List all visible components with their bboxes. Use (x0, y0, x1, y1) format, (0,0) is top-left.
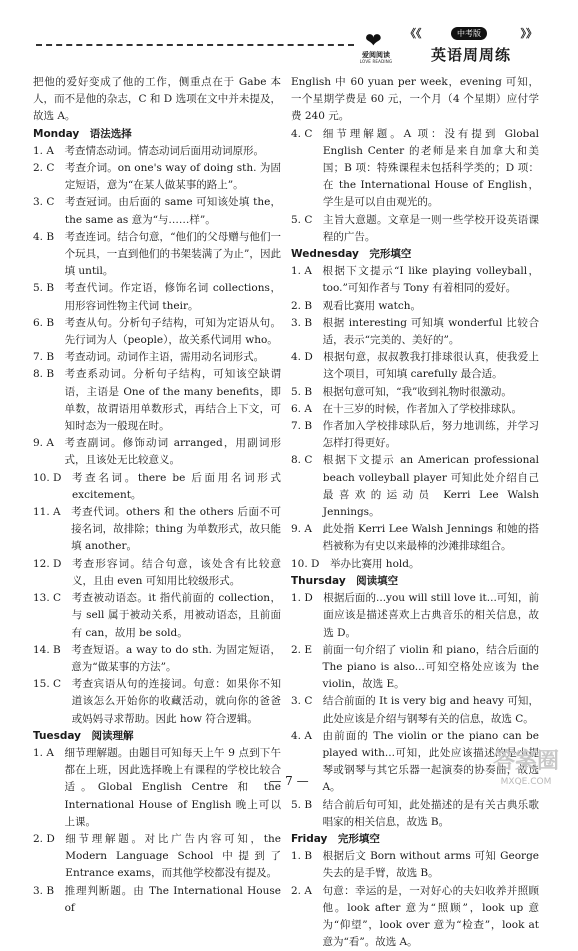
answer-number: 4. B (33, 230, 65, 243)
answer-explanation: 推理判断题。由 The International House of (64, 884, 281, 914)
answer-number: 4. D (291, 351, 324, 364)
answer-explanation: 根据句意，叔叔教我打排球很认真，使我爱上这个项目，可知填 carefully 最合适。 (323, 351, 539, 381)
answer-item (33, 883, 281, 917)
chevron-left-icon: 《《 (405, 27, 422, 40)
answer-explanation: 考查短语。a way to do sth. 为固定短语，意为“做某事的方法”。 (71, 643, 281, 673)
answer-item (291, 521, 539, 555)
answer-number: 2. E (291, 643, 323, 656)
answer-item (291, 315, 539, 349)
answer-explanation: 考查被动语态。it 指代前面的 collection，与 sell 属于被动关系，用被动语态，且前面有 can，故用 be sold。 (71, 592, 281, 639)
tuesday-list (33, 745, 281, 917)
edition-badge: 中考版 (451, 27, 487, 40)
answer-explanation: 根据后文 Born without arms 可知 George 失去的是手臂，故选 B。 (322, 850, 539, 880)
answer-number: 6. B (33, 316, 65, 329)
header-dashed-line (36, 44, 354, 46)
answer-explanation: 考查从句。分析句子结构，可知为定语从句。先行词为人（people），故关系代词用 who。 (64, 316, 281, 347)
answer-explanation: 考查代词。others 和 the others 后面不可接名词，故排除；thing 为单数形式，故只能填 another。 (71, 506, 281, 553)
answer-item (33, 676, 281, 728)
heart-book-icon: ❤ (365, 28, 382, 52)
answer-item (291, 452, 539, 521)
answer-item (33, 504, 281, 556)
logo-chinese-text: 爱阅阅读 (362, 51, 390, 59)
answer-number: 9. A (33, 437, 65, 450)
answer-explanation: 结合前后句可知，此处描述的是有关古典乐歌唱家的相关信息，故选 B。 (322, 798, 539, 828)
page-header (0, 0, 578, 72)
answer-item (33, 556, 281, 590)
answer-number: 7. B (33, 351, 65, 364)
answer-explanation: 根据下文提示“I like playing volleyball，too.”可知作者与 Tony 有着相同的爱好。 (322, 265, 539, 295)
answer-number: 11. A (33, 506, 72, 519)
answer-number: 12. D (33, 557, 72, 570)
answer-explanation: 此处指 Kerri Lee Walsh Jennings 和她的搭档被称为有史以来最棒的沙滩排球组合。 (322, 523, 539, 553)
answer-explanation: 细节理解题。A 项：没有提到 Global English Center 的老师是来自加拿大和美国；B 项：特殊课程未包括科学类的；D 项：在 the International House of English，学生是可以自由观光的。 (322, 127, 539, 209)
answer-explanation: 前面一句介绍了 violin 和 piano，结合后面的 The piano is also...可知空格处应该为 the violin，故选 E。 (322, 643, 539, 691)
answer-item (33, 280, 281, 314)
answer-number: 15. C (33, 678, 72, 691)
answer-number: 5. C (291, 213, 323, 226)
answer-item (291, 263, 539, 297)
answer-explanation: 作者加入学校排球队后，努力地训练，并学习怎样打得更好。 (322, 420, 539, 450)
answer-item (33, 470, 281, 504)
intro-paragraph: 把他的爱好变成了他的工作，侧重点在于 Gabe 本人，而不是他的杂志，C 和 D 选项在文中并未提及，故选 A。 (33, 76, 281, 123)
answer-item (291, 590, 539, 642)
answer-item (291, 418, 539, 452)
answer-explanation: 细节理解题。由题目可知每天上午 9 点到下午都在上班，因此选择晚上有课程的学校比较合适。Global English Centre 和 the International House of English 晚上可以上课。 (64, 746, 281, 828)
answer-number: 2. A (291, 884, 323, 897)
answer-number: 1. A (33, 746, 65, 759)
answer-item (291, 797, 539, 831)
answer-number: 5. B (291, 385, 323, 398)
answer-number: 1. A (291, 265, 323, 278)
answer-item (33, 315, 281, 349)
answer-explanation: 考查介词。on one's way of doing sth. 为固定短语，意为“在某人做某事的路上”。 (64, 162, 281, 192)
answer-number: 1. D (291, 592, 324, 605)
answer-item (33, 349, 281, 366)
answer-explanation: 考查副词。修饰动词 arranged，用副词形式，且该处无比较意义。 (64, 437, 281, 467)
answer-explanation: 考查连词。结合句意，“他们的父母赠与他们一个玩具，一直到他们的书架装满了为止”，因此填 until。 (64, 230, 281, 278)
chevron-right-icon: 》》 (520, 27, 537, 40)
answer-number: 14. B (33, 643, 72, 656)
book-title: 英语周周练 (430, 46, 511, 64)
answer-number: 10. D (291, 557, 330, 570)
answer-number: 9. A (291, 523, 323, 536)
answer-explanation: 考查冠词。由后面的 same 可知该处填 the，the same as 意为“与……样”。 (64, 196, 281, 226)
answer-item (291, 556, 539, 573)
answer-explanation: 观看比赛用 watch。 (322, 299, 422, 312)
answer-number: 2. D (33, 832, 66, 845)
answer-number: 6. A (291, 402, 323, 415)
answer-number: 5. B (291, 798, 323, 811)
answer-number: 10. D (33, 471, 72, 484)
answer-explanation: 细节理解题。对比广告内容可知，the Modern Language School 中提到了 Entrance exams，而其他学校都没有提及。 (65, 832, 281, 880)
answer-item (291, 401, 539, 418)
answer-item (291, 883, 539, 951)
page-number: — 7 — (269, 774, 309, 788)
right-column (291, 74, 539, 951)
answer-item (291, 126, 539, 212)
answer-explanation: 考查形容词。结合句意，该处含有比较意义，且由 even 可知用比较级形式。 (71, 557, 281, 587)
site-watermark (478, 748, 574, 796)
answer-explanation: 在十三岁的时候，作者加入了学校排球队。 (322, 402, 522, 415)
answer-item (33, 366, 281, 435)
left-column (33, 74, 281, 917)
section-heading-thursday: Thursday 阅读填空 (291, 574, 399, 587)
answer-item (291, 693, 539, 727)
answer-number: 5. B (33, 282, 65, 295)
answer-number: 3. C (33, 196, 65, 209)
friday-list (291, 848, 539, 951)
answer-item (291, 349, 539, 383)
answer-explanation: 结合前面的 It is very big and heavy 可知，此处应该是介绍与钢琴有关的信息，故选 C。 (322, 695, 539, 725)
publisher-logo (355, 28, 397, 66)
answer-explanation: 考查动词。动词作主语，需用动名词形式。 (64, 351, 265, 364)
answer-explanation: 考查系动词。分析句子结构，可知该空缺谓语，主语是 One of the many benefits，即单数，故谓语用单数形式，再结合上下文，可知时态为一般现在时。 (64, 368, 281, 433)
answer-item (33, 160, 281, 194)
answer-number: 1. B (291, 850, 323, 863)
answer-number: 4. A (291, 729, 323, 742)
watermark-logo-text: 答案圈 (492, 749, 559, 774)
answer-explanation: 根据句意可知，“我”收到礼物时很激动。 (322, 385, 512, 398)
answer-item (33, 435, 281, 469)
answer-explanation: 根据 interesting 可知填 wonderful 比较合适，表示“完美的、美好的”。 (322, 316, 539, 347)
answer-number: 2. B (291, 299, 323, 312)
answer-explanation: 考查代词。作定语，修饰名词 collections，用形容词性物主代词 their。 (64, 282, 281, 312)
answer-item (291, 848, 539, 882)
answer-number: 3. B (33, 884, 65, 897)
answer-number: 3. C (291, 695, 323, 708)
answer-number: 13. C (33, 592, 72, 605)
edition-bar (405, 26, 537, 42)
answer-number: 8. B (33, 368, 65, 381)
wednesday-list (291, 263, 539, 573)
answer-item (291, 384, 539, 401)
answer-item (291, 298, 539, 315)
answer-explanation: 考查名词。there be 后面用名词形式 excitement。 (71, 471, 281, 501)
answer-number: 2. C (33, 162, 65, 175)
answer-explanation: 考查宾语从句的连接词。句意：如果你不知道该怎么开始你的收藏活动，就向你的爸爸或妈妈寻求帮助。因此 how 符合逻辑。 (71, 678, 281, 725)
answer-item (33, 143, 281, 160)
answer-number: 4. C (291, 127, 323, 140)
answer-item (291, 642, 539, 694)
section-heading-wednesday: Wednesday 完形填空 (291, 248, 412, 261)
section-heading-monday: Monday 语法选择 (33, 127, 132, 140)
answer-explanation: 考查情态动词。情态动词后面用动词原形。 (64, 144, 264, 157)
answer-explanation: 句意：幸运的是，一对好心的夫妇收养并照顾他。look after 意为“照顾”，look up 意为“仰望”，look over 意为“检查”，look at 意为“看”。故选 A。 (322, 884, 539, 949)
answer-explanation: 根据后面的...you will still love it...可知，前面应该是描述喜欢上古典音乐的相关信息，故选 D。 (323, 592, 539, 639)
section-heading-tuesday: Tuesday 阅读理解 (33, 729, 134, 742)
intro-paragraph: English 中 60 yuan per week，evening 可知，一个星期学费是 60 元，一个月（4 个星期）应付学费 240 元。 (291, 76, 539, 123)
answer-item (33, 831, 281, 883)
answer-number: 8. C (291, 454, 323, 467)
answer-explanation: 由前面的 The violin or the piano can be played with...可知，此处应该描述的是小提琴或钢琴与其它乐器一起演奏的协奏曲，故选 A。 (322, 729, 539, 794)
logo-english-text: LOVE READING (359, 59, 393, 64)
section-heading-friday: Friday 完形填空 (291, 832, 380, 845)
answer-item (33, 642, 281, 676)
watermark-url: MXQE.COM (500, 777, 552, 787)
answer-item (33, 229, 281, 281)
answer-number: 7. B (291, 420, 323, 433)
answer-item (33, 194, 281, 228)
answer-item (291, 212, 539, 246)
answer-explanation: 根据下文提示 an American professional beach volleyball player 可知此处介绍自己最喜欢的运动员 Kerri Lee Walsh Jennings。 (322, 454, 539, 519)
answer-explanation: 主旨大意题。文章是一则一些学校开设英语课程的广告。 (322, 213, 539, 243)
tuesday-list-continued (291, 126, 539, 246)
answer-explanation: 举办比赛用 hold。 (329, 557, 420, 570)
answer-item (33, 590, 281, 642)
answer-number: 1. A (33, 144, 65, 157)
monday-list (33, 143, 281, 728)
answer-number: 3. B (291, 316, 323, 329)
